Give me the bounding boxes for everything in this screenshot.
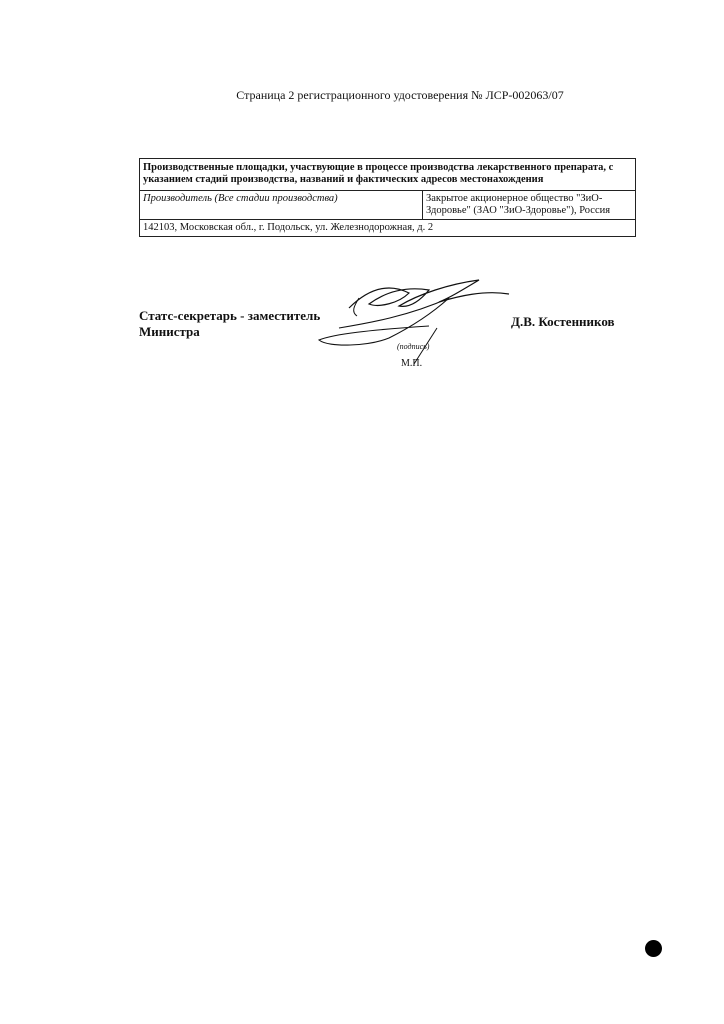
- address-cell: 142103, Московская обл., г. Подольск, ул. Железнодорожная, д. 2: [140, 220, 636, 237]
- manufacturer-company-cell: Закрытое акционерное общество "ЗиО-Здоровье" (ЗАО "ЗиО-Здоровье"), Россия: [423, 191, 636, 220]
- table-heading-row: [140, 159, 636, 191]
- table-row: [140, 191, 636, 220]
- signature-scribble-icon: [309, 268, 539, 368]
- manufacturer-role-cell: Производитель (Все стадии производства): [140, 191, 423, 220]
- stamp-label: М.П.: [401, 358, 423, 369]
- signer-title-line-2: Министра: [139, 323, 200, 339]
- production-sites-table: [139, 158, 636, 237]
- page-dot-mark: [645, 940, 662, 957]
- signature-caption: (подпись): [397, 342, 430, 351]
- signer-name: Д.В. Костенников: [511, 314, 615, 329]
- signer-title-line-1: Статс-секретарь - заместитель: [139, 308, 321, 323]
- address-row: [140, 220, 636, 237]
- signature-block: [139, 308, 639, 388]
- table-heading: Производственные площадки, участвующие в процессе производства лекарственного препарата, с указанием стадий производства, названий и фактических адресов местонахождения: [140, 159, 636, 191]
- signer-title: [139, 308, 320, 339]
- page-header: Страница 2 регистрационного удостоверения № ЛСР-002063/07: [236, 88, 564, 102]
